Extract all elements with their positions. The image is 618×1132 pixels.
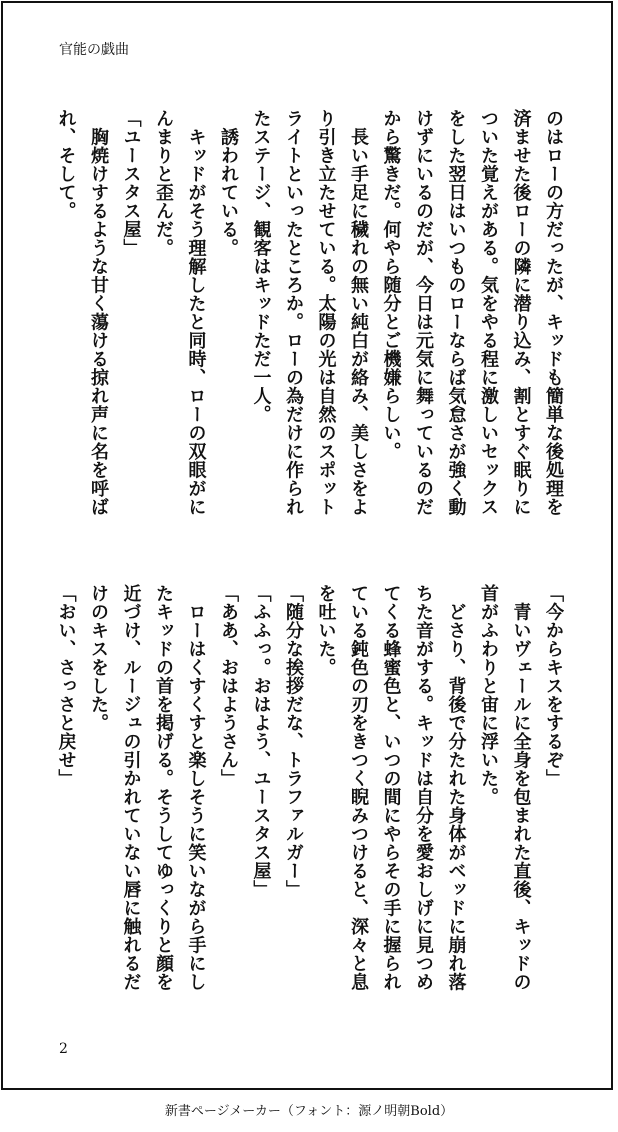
text-line: 「随分な挨拶だな、トラファルガー」 <box>283 584 304 899</box>
text-line: 「ユースタス屋」 <box>120 109 142 257</box>
page-number: 2 <box>59 1041 68 1057</box>
text-line: んまりと歪んだ。 <box>153 109 174 257</box>
text-line: てくる蜂蜜色と、いつの間にやらその手に握られ <box>380 584 402 991</box>
page-frame <box>1 1 613 1090</box>
footer-caption: 新書ページメーカー（フォント：源ノ明朝Bold） <box>164 1104 454 1119</box>
text-line: けずにいるのだが、今日は元気に舞っているのだ <box>413 109 434 516</box>
text-line: 長い手足に穢れの無い純白が絡み、美しさをよ <box>348 109 369 516</box>
text-line: から驚きだ。何やら随分とご機嫌らしい。 <box>380 109 402 461</box>
text-line: どさり、背後で分たれた身体がベッドに崩れ落 <box>445 584 467 991</box>
text-line: を吐いた。 <box>315 584 337 677</box>
text-line: ている鈍色の刃をきつく睨みつけると、深々と息 <box>348 584 369 991</box>
text-line: り引き立たせている。太陽の光は自然のスポット <box>315 109 337 516</box>
text-line: をした翌日はいつものローならば気怠さが強く動 <box>445 109 467 516</box>
text-line: 誘われている。 <box>218 109 239 257</box>
text-line: キッドがそう理解したと同時、ローの双眼がに <box>185 109 207 516</box>
text-line: 胸焼けするような甘く蕩ける掠れ声に名を呼ば <box>88 109 109 516</box>
text-line: ちた音がする。キッドは自分を愛おしげに見つめ <box>413 584 434 991</box>
text-line: ローはくすくすと楽しそうに笑いながら手にし <box>185 584 207 991</box>
text-line: けのキスをした。 <box>88 584 109 732</box>
text-line: 「今からキスをするぞ」 <box>543 584 564 788</box>
text-line: 「ああ、おはようさん」 <box>218 584 239 788</box>
lower-text-block <box>49 584 569 1014</box>
text-line: たキッドの首を掲げる。そうしてゆっくりと顔を <box>153 584 174 991</box>
text-line: 「ふふっ。おはよう、ユースタス屋」 <box>250 584 272 899</box>
text-line: ライトといったところか。ローの為だけに作られ <box>283 109 304 516</box>
text-line: 近づけ、ルージュの引かれていない唇に触れるだ <box>120 584 142 991</box>
upper-text-block <box>49 109 569 539</box>
text-line: 青いヴェールに全身を包まれた直後、キッドの <box>510 584 532 991</box>
text-line: 済ませた後ローの隣に潜り込み、割とすぐ眠りに <box>510 109 532 516</box>
text-line: 首がふわりと宙に浮いた。 <box>478 584 499 806</box>
text-line: 「おい、さっさと戻せ」 <box>55 584 77 788</box>
book-title: 官能の戯曲 <box>59 42 129 58</box>
text-line: たステージ、観客はキッドただ一人。 <box>250 109 272 424</box>
text-line: れ、そして。 <box>55 109 77 220</box>
text-line: ついた覚えがある。気をやる程に激しいセックス <box>478 109 499 516</box>
text-line: のはローの方だったが、キッドも簡単な後処理を <box>543 109 564 516</box>
